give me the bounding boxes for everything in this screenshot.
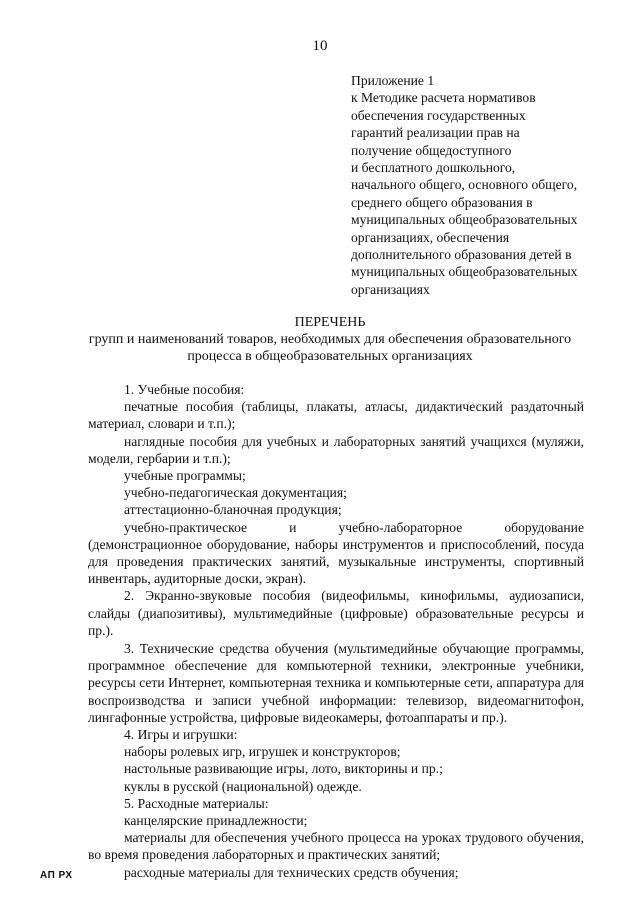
section-heading: 2. Экранно-звуковые пособия (видеофильмы, кинофильмы, аудиозаписи, слайды (диапозитивы), мультимедийные (цифровые) образовательные ресурсы и пр.). xyxy=(88,588,584,638)
appendix-line: муниципальных общеобразовательных xyxy=(351,264,578,280)
appendix-line: организациях xyxy=(351,281,430,297)
section-heading: 1. Учебные пособия: xyxy=(124,382,245,397)
appendix-line: обеспечения государственных xyxy=(351,107,526,123)
section-heading: 4. Игры и игрушки: xyxy=(124,727,238,743)
appendix-line: Приложение 1 xyxy=(351,73,435,88)
appendix-line: муниципальных общеобразовательных xyxy=(351,212,578,228)
document-subtitle-line: групп и наименований товаров, необходимых для обеспечения образовательного xyxy=(88,332,572,347)
list-item: канцелярские принадлежности; xyxy=(124,813,308,829)
appendix-note xyxy=(351,72,611,298)
list-item: наборы ролевых игр, игрушек и конструкторов; xyxy=(124,744,401,760)
section-heading: 5. Расходные материалы: xyxy=(124,795,269,811)
document-title: ПЕРЕЧЕНЬ xyxy=(294,315,366,330)
page-number: 10 xyxy=(312,38,328,54)
list-item: настольные развивающие игры, лото, викторины и пр.; xyxy=(124,761,443,777)
document-subtitle-line: процесса в общеобразовательных организациях xyxy=(187,349,473,364)
section-heading: 3. Технические средства обучения (мультимедийные обучающие программы, программное обеспечение для компьютерной техники, электронные учебники, ресурсы сети Интернет, компьютерная техника и компьютерные сети, аппаратура для воспроизводства и записи учебной информации: телевизор, видеомагнитофон, лингафонные устройства, цифровые видеокамеры, фотоаппараты и пр.). xyxy=(88,641,584,725)
appendix-line: начального общего, основного общего, xyxy=(351,177,578,193)
list-item: учебно-практическое и учебно-лабораторное оборудование (демонстрационное оборудование, наборы инструментов и приспособлений, посуда для проведения практических занятий, музыкальные инструменты, спортивный инвентарь, аудиторные доски, экран). xyxy=(88,519,584,587)
list-item: учебно-педагогическая документация; xyxy=(124,485,347,501)
appendix-line: дополнительного образования детей в xyxy=(351,247,572,263)
document-body xyxy=(88,381,584,881)
list-item: печатные пособия (таблицы, плакаты, атласы, дидактический раздаточный материал, словари и т.п.); xyxy=(88,399,584,432)
appendix-line: и бесплатного дошкольного, xyxy=(351,160,516,176)
appendix-line: среднего общего образования в xyxy=(351,194,533,210)
list-item: аттестационно-бланочная продукция; xyxy=(124,502,342,518)
list-item: учебные программы; xyxy=(124,468,246,484)
appendix-line: получение общедоступного xyxy=(351,142,512,158)
appendix-line: гарантий реализации прав на xyxy=(351,125,520,141)
appendix-line: организациях, обеспечения xyxy=(351,229,510,245)
list-item: расходные материалы для технических средств обучения; xyxy=(124,864,459,880)
list-item: материалы для обеспечения учебного процесса на уроках трудового обучения, во время проведения лабораторных и практических занятий; xyxy=(88,830,584,863)
footer-mark: АП РХ xyxy=(40,870,73,881)
list-item: наглядные пособия для учебных и лабораторных занятий учащихся (муляжи, модели, гербарии и т.п.); xyxy=(88,433,584,466)
document-title-block xyxy=(60,314,600,365)
list-item: куклы в русской (национальной) одежде. xyxy=(124,778,362,794)
appendix-line: к Методике расчета нормативов xyxy=(351,90,536,106)
